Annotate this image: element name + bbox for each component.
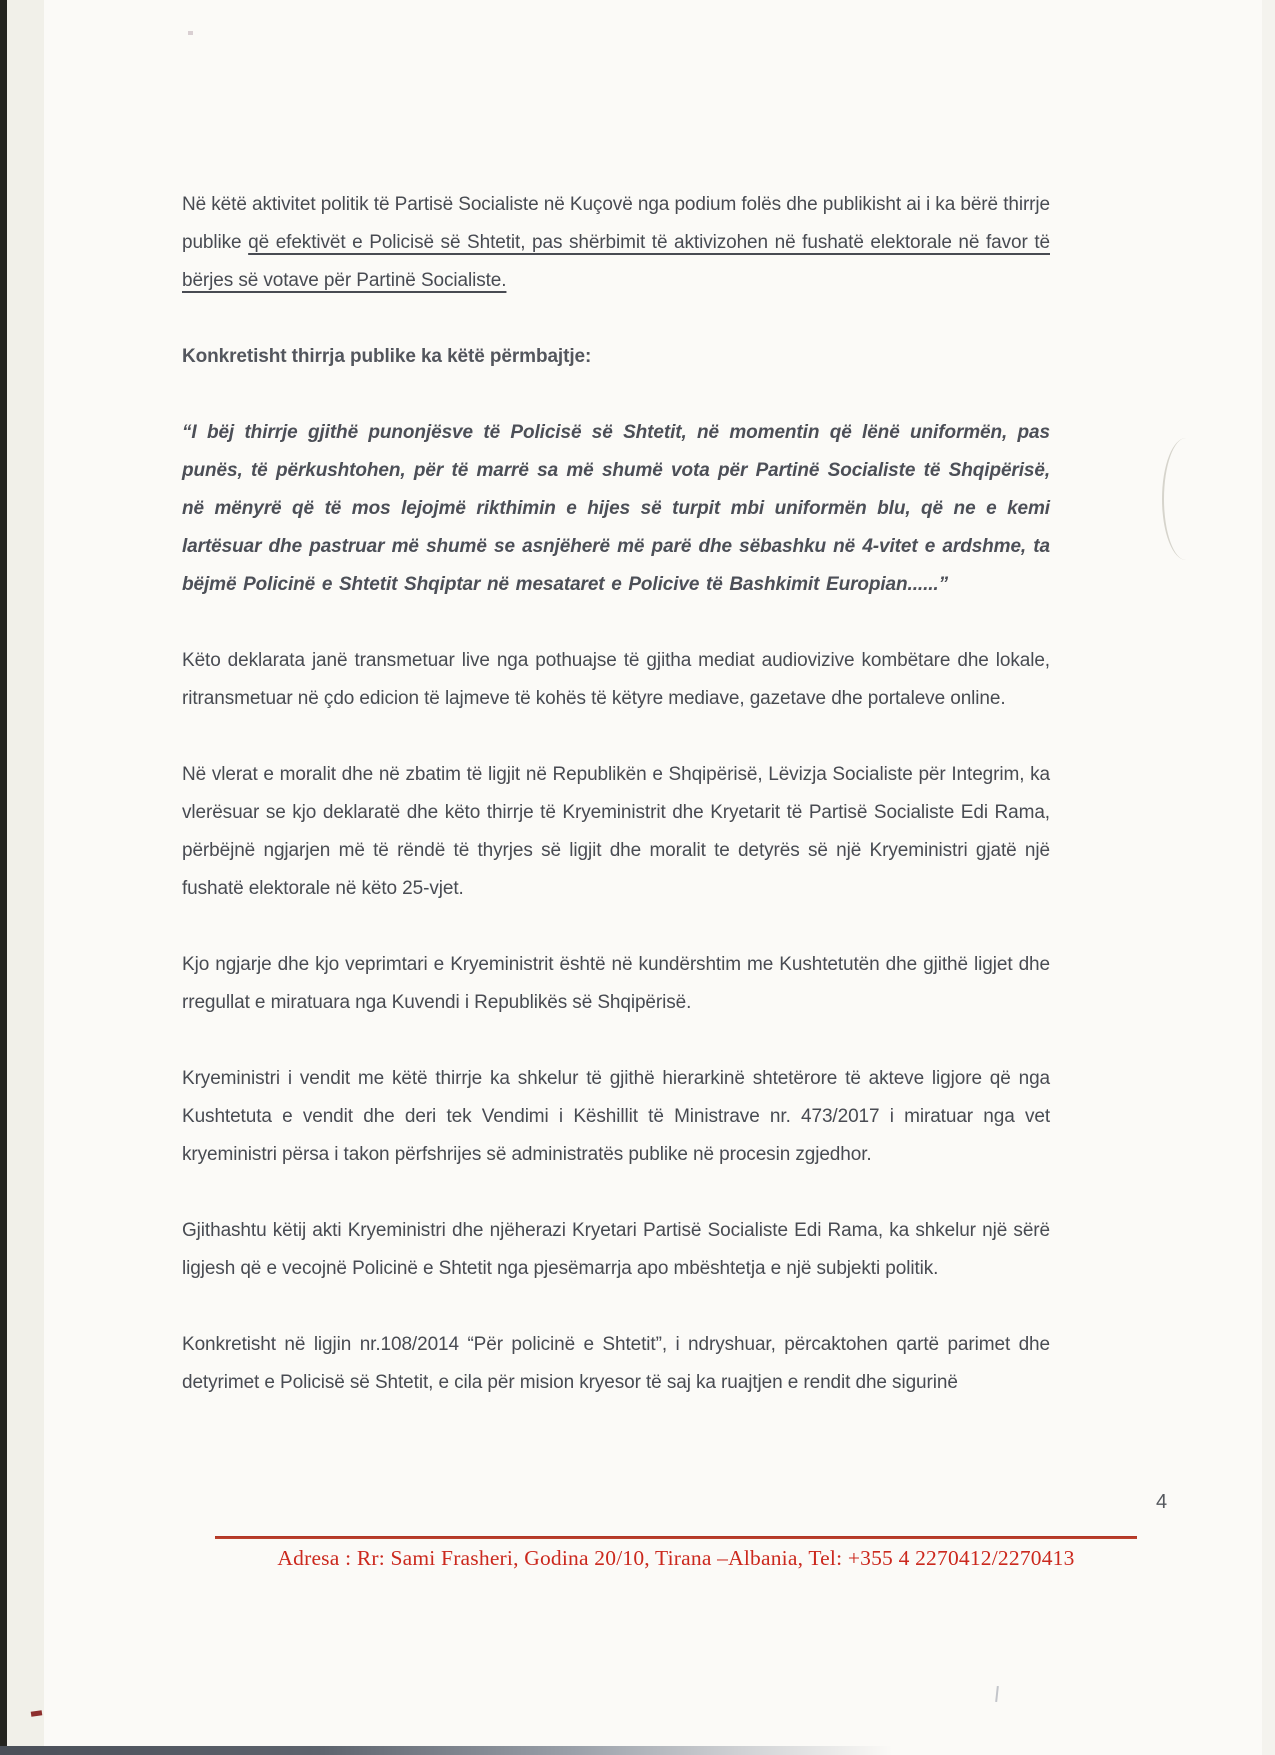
paragraph-constitution-violation: Kjo ngjarje dhe kjo veprimtari e Kryeministrit është në kundërshtim me Kushtetutën dhe gjithë ligjet dhe rregullat e miratuara nga Kuvendi i Republikës së Shqipërisë. <box>182 954 1050 1013</box>
scan-edge-right-band <box>1262 0 1275 1755</box>
intro-paragraph-underlined-clause: që efektivët e Policisë së Shtetit, pas shërbimit të aktivizohen në fushatë elektorale në favor të bërjes së votave për Partinë Socialiste. <box>182 232 1050 291</box>
paragraph-legal-hierarchy: Kryeministri i vendit me këtë thirrje ka shkelur të gjithë hierarkinë shtetërore të akteve ligjore që nga Kushtetuta e vendit dhe deri tek Vendimi i Këshillit të Ministrave nr. 473/2017 i miratuar nga vet kryeministri përsa i takon përfshrijes së administratës publike në procesin zgjedhor. <box>182 1068 1050 1165</box>
intro-paragraph <box>182 186 1050 300</box>
section-heading: Konkretisht thirrja publike ka këtë përmbajtje: <box>182 346 592 367</box>
paragraph-lsi-assessment: Në vlerat e moralit dhe në zbatim të ligjit në Republikën e Shqipërisë, Lëvizja Socialiste për Integrim, ka vlerësuar se kjo deklaratë dhe këto thirrje të Kryeministrit dhe Kryetarit të Partisë Socialiste Edi Rama, përbëjnë ngjarjen më të rëndë të thyrjes së ligjit dhe moralit te detyrës së një Kryeministri gjatë një fushatë elektorale në këto 25-vjet. <box>182 764 1050 899</box>
scan-edge-left-black <box>0 0 7 1755</box>
paper-curl-artifact <box>1162 438 1210 560</box>
top-speck-artifact <box>188 31 193 35</box>
paragraph-police-laws: Gjithashtu këtij akti Kryeministri dhe njëherazi Kryetari Partisë Socialiste Edi Rama, ka shkelur një sërë ligjesh që e vecojnë Policinë e Shtetit nga pjesëmarrja apo mbështetja e një subjekti politik. <box>182 1220 1050 1279</box>
pencil-mark-artifact <box>995 1686 999 1702</box>
quoted-statement: “I bëj thirrje gjithë punonjësve të Policisë së Shtetit, në momentin që lënë uniformën, pas punës, të përkushtohen, për të marrë sa më shumë vota për Partinë Socialiste të Shqipërisë, në mënyrë që të mos lejojmë rikthimin e hijes së turpit mbi uniformën blu, që ne e kemi lartësuar dhe pastruar më shumë se asnjëherë më parë dhe sëbashku në 4-vitet e ardshme, ta bëjmë Policinë e Shtetit Shqiptar në mesataret e Policive të Bashkimit Europian......” <box>182 422 1050 595</box>
scan-edge-left-band <box>7 0 44 1755</box>
intro-paragraph-lead: Në këtë aktivitet politik të Partisë Socialiste në Kuçovë nga podium folës dhe publikisht ai i ka bërë thirrje publike <box>182 194 1050 253</box>
footer-rule <box>215 1536 1137 1539</box>
page-number: 4 <box>1156 1491 1168 1513</box>
document-body <box>182 186 1050 1440</box>
scan-edge-bottom-strip <box>0 1746 1275 1755</box>
page-footer <box>215 1536 1137 1571</box>
paragraph-media-coverage: Këto deklarata janë transmetuar live nga pothuajse të gjitha mediat audiovizive kombëtare dhe lokale, ritransmetuar në çdo edicion të lajmeve të kohës të këtyre mediave, gazetave dhe portaleve online. <box>182 650 1050 709</box>
paragraph-law-108-2014: Konkretisht në ligjin nr.108/2014 “Për policinë e Shtetit”, i ndryshuar, përcaktohen qartë parimet dhe detyrimet e Policisë së Shtetit, e cila për mision kryesor të saj ka ruajtjen e rendit dhe sigurinë <box>182 1334 1050 1393</box>
footer-address: Adresa : Rr: Sami Frasheri, Godina 20/10, Tirana –Albania, Tel: +355 4 2270412/2270413 <box>277 1546 1075 1570</box>
